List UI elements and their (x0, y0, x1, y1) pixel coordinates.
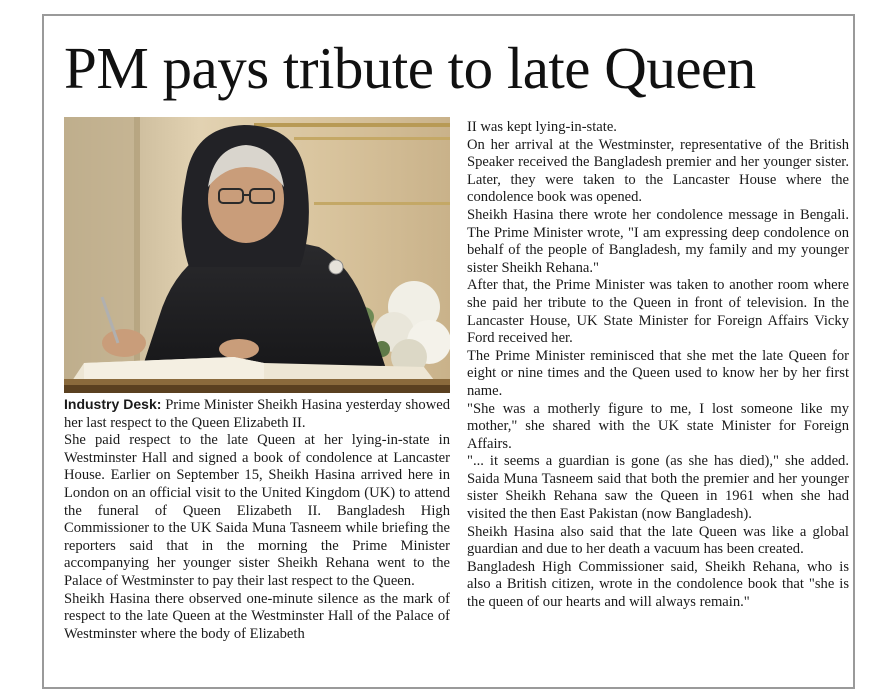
newspaper-clipping (42, 14, 855, 689)
lead-text: Prime Minister Sheikh Hasina yesterday showed her last respect to the Queen Elizabeth II. (64, 397, 451, 431)
paragraph: On her arrival at the Westminster, representative of the British Speaker received the Bangladesh premier and her younger sister. Later, they were taken to the Lancaster House where the condolence book was opened. (467, 136, 849, 206)
photo-illustration (64, 117, 450, 393)
paragraph: After that, the Prime Minister was taken to another room where she paid her tribute to the Queen in front of television. In the Lancaster House, UK State Minister for Foreign Affairs Vicky Ford received her. (467, 277, 849, 347)
paragraph: Sheikh Hasina also said that the late Queen was like a global guardian and due to her death a vacuum has been created. (467, 523, 849, 558)
paragraph: The Prime Minister reminisced that she met the late Queen for eight or nine times and the Queen used to know her by her first name. (467, 347, 849, 399)
paragraph: "... it seems a guardian is gone (as she has died)," she added. Saida Muna Tasneem said that both the premier and her younger sister Sheikh Rehana saw the Queen in 1961 when she had visited the then East Pakistan (now Bangladesh). (467, 453, 849, 523)
right-column (467, 119, 849, 612)
lead-paragraph (64, 396, 450, 432)
paragraph: II was kept lying-in-state. (467, 119, 617, 135)
left-column (64, 396, 450, 643)
paragraph: "She was a motherly figure to me, I lost someone like my mother," she shared with the UK state Minister for Foreign Affairs. (467, 400, 849, 452)
paragraph: Sheikh Hasina there wrote her condolence message in Bengali. The Prime Minister wrote, "I am expressing deep condolence on behalf of the people of Bangladesh, my family and my younger sister Sheikh Rehana." (467, 206, 849, 276)
paragraph: Bangladesh High Commissioner said, Sheikh Rehana, who is also a British citizen, wrote in the condolence book that "she is the queen of our hearts and will always remain." (467, 558, 849, 611)
article-photo (64, 117, 450, 393)
paragraph: Sheikh Hasina there observed one-minute silence as the mark of respect to the late Queen at the Westminster Hall of the Palace of Westminster where the body of Elizabeth (64, 590, 450, 642)
dateline: Industry Desk: (64, 396, 162, 412)
paragraph: She paid respect to the late Queen at her lying-in-state in Westminster Hall and signed a book of condolence at Lancaster House. Earlier on September 15, Sheikh Hasina arrived here in London on an official visit to the United Kingdom (UK) to attend the funeral of Queen Elizabeth II. Bangladesh High Commissioner to the UK Saida Muna Tasneem while briefing the reporters said that in the morning the Prime Minister accompanying her younger sister Sheikh Rehana went to the Palace of Westminster to pay their last respect to the Queen. (64, 432, 450, 589)
headline: PM pays tribute to late Queen (64, 35, 756, 101)
